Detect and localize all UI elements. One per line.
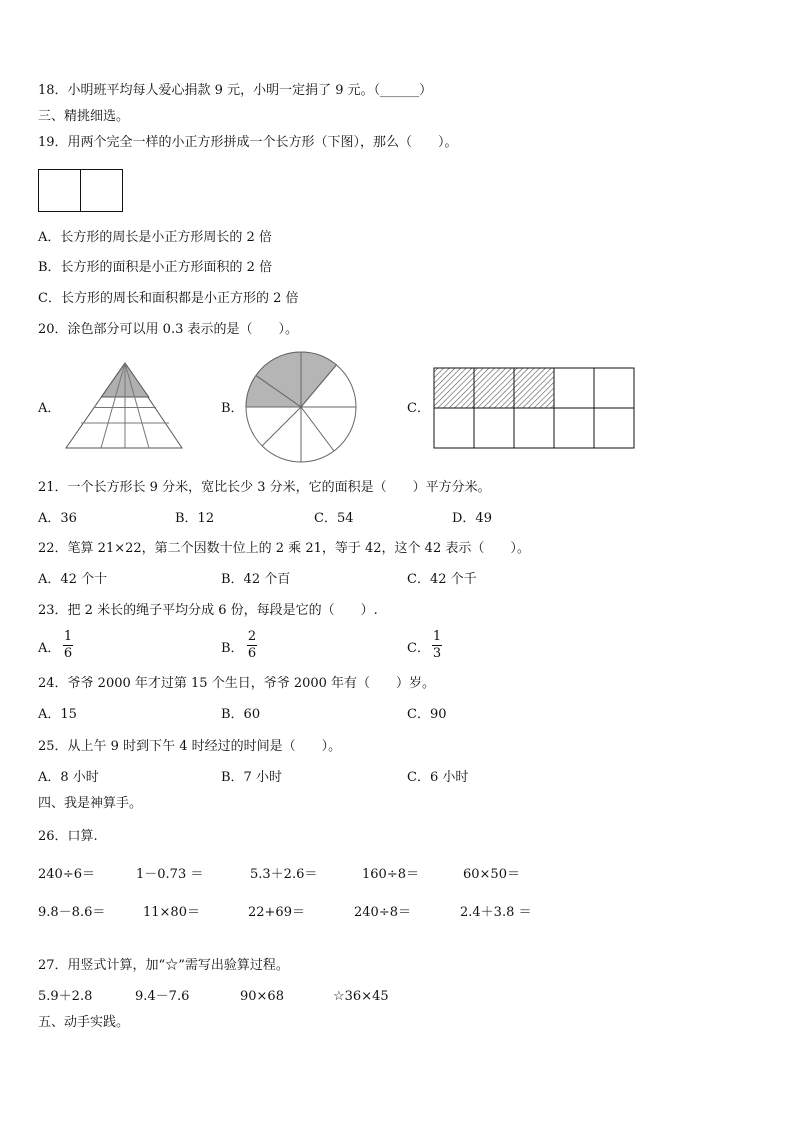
vertical-calc-item: 90×68 [240, 989, 284, 1004]
fraction-denominator: 6 [247, 646, 257, 661]
question-24-option-a: A．15 [38, 707, 77, 722]
question-24-option-c: C．90 [407, 707, 447, 722]
vertical-calc-item: 5.9＋2.8 [38, 989, 93, 1004]
question-23-option-c-label: C． [407, 641, 430, 656]
circle-figure [244, 350, 360, 466]
question-24-stem: 24．爷爷 2000 年才过第 15 个生日，爷爷 2000 年有（ ）岁。 [38, 676, 436, 691]
question-21-stem: 21．一个长方形长 9 分米，宽比长少 3 分米，它的面积是（ ）平方分米。 [38, 480, 491, 495]
question-18: 18．小明班平均每人爱心捐款 9 元，小明一定捐了 9 元。（______） [38, 83, 433, 98]
question-19-stem: 19．用两个完全一样的小正方形拼成一个长方形（下图），那么（ ）。 [38, 135, 458, 150]
question-21-option-a: A．36 [38, 511, 77, 526]
calc-item: 60×50＝ [463, 867, 520, 882]
question-21-option-d: D．49 [452, 511, 492, 526]
question-20-stem: 20．涂色部分可以用 0.3 表示的是（ ）。 [38, 322, 298, 337]
question-25-option-b: B．7 小时 [221, 770, 282, 785]
question-23-option-b-label: B． [221, 641, 244, 656]
question-21-option-b: B．12 [175, 511, 215, 526]
calc-item: 240÷8＝ [354, 905, 411, 920]
section-5-heading: 五、动手实践。 [38, 1015, 130, 1030]
fraction-numerator: 1 [63, 629, 73, 644]
question-20-option-c-label: C． [407, 401, 430, 416]
two-squares-figure [38, 169, 124, 213]
question-27-stem: 27．用竖式计算，加“☆”需写出验算过程。 [38, 958, 289, 973]
question-19-option-b: B．长方形的面积是小正方形面积的 2 倍 [38, 260, 273, 275]
fraction-numerator: 1 [432, 629, 442, 644]
fraction-one-sixth [63, 630, 73, 661]
question-23-option-a-label: A． [38, 641, 61, 656]
calc-item: 5.3＋2.6＝ [250, 867, 318, 882]
question-22-option-a: A．42 个十 [38, 572, 108, 587]
question-23-stem: 23．把 2 米长的绳子平均分成 6 份，每段是它的（ ）. [38, 603, 378, 618]
question-20-option-a-label: A． [38, 401, 61, 416]
question-26-stem: 26．口算. [38, 829, 98, 844]
section-3-heading: 三、精挑细选。 [38, 109, 130, 124]
calc-item: 1－0.73 ＝ [136, 867, 204, 882]
question-19-option-c: C．长方形的周长和面积都是小正方形的 2 倍 [38, 291, 299, 306]
fraction-two-sixths [247, 630, 257, 661]
fraction-numerator: 2 [247, 629, 257, 644]
calc-item: 160÷8＝ [362, 867, 419, 882]
grid-figure [433, 367, 635, 449]
question-25-option-c: C．6 小时 [407, 770, 469, 785]
calc-item: 240÷6＝ [38, 867, 95, 882]
triangle-figure [65, 362, 185, 450]
question-25-stem: 25．从上午 9 时到下午 4 时经过的时间是（ ）。 [38, 739, 342, 754]
question-22-stem: 22．笔算 21×22，第二个因数十位上的 2 乘 21，等于 42，这个 42 表示（ ）。 [38, 541, 530, 556]
calc-item: 9.8－8.6＝ [38, 905, 106, 920]
question-22-option-c: C．42 个千 [407, 572, 477, 587]
vertical-calc-item: 9.4－7.6 [135, 989, 190, 1004]
section-4-heading: 四、我是神算手。 [38, 796, 143, 811]
calc-item: 22+69＝ [248, 905, 305, 920]
question-19-option-a: A．长方形的周长是小正方形周长的 2 倍 [38, 230, 272, 245]
calc-item: 2.4＋3.8 ＝ [460, 905, 532, 920]
question-22-option-b: B．42 个百 [221, 572, 291, 587]
fraction-one-third [432, 630, 442, 661]
fraction-denominator: 3 [432, 646, 442, 661]
fraction-denominator: 6 [63, 646, 73, 661]
question-21-option-c: C．54 [314, 511, 354, 526]
vertical-calc-item: ☆36×45 [333, 989, 389, 1004]
calc-item: 11×80＝ [143, 905, 200, 920]
question-20-option-b-label: B． [221, 401, 244, 416]
question-25-option-a: A．8 小时 [38, 770, 99, 785]
question-24-option-b: B．60 [221, 707, 261, 722]
